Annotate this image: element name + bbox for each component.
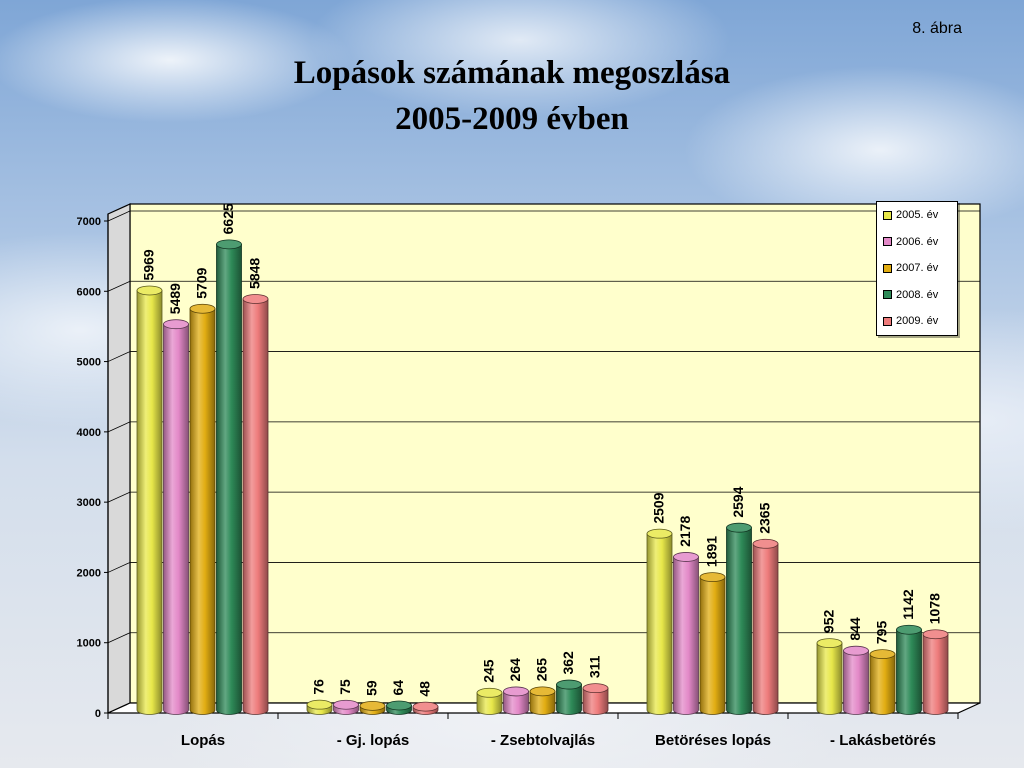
bar-top xyxy=(557,680,582,689)
legend-item xyxy=(883,235,938,249)
bar xyxy=(647,529,672,714)
data-label: 795 xyxy=(873,620,890,645)
bar-body xyxy=(923,634,948,714)
legend-label: 2006. év xyxy=(896,235,939,248)
data-label: 64 xyxy=(390,679,406,696)
legend-swatch xyxy=(883,237,892,246)
bar-top xyxy=(217,240,242,249)
data-label: 1078 xyxy=(926,593,943,625)
y-tick-label: 5000 xyxy=(76,356,101,369)
bar-top xyxy=(727,523,752,532)
data-label: 2594 xyxy=(730,486,746,518)
figure-label: 8. ábra xyxy=(912,20,962,37)
bar-top xyxy=(817,639,842,648)
legend-label: 2009. év xyxy=(896,315,939,327)
data-label: 264 xyxy=(507,658,523,682)
data-label: 2509 xyxy=(650,492,667,524)
bar xyxy=(583,684,608,715)
bar xyxy=(923,630,948,715)
bar-top xyxy=(307,700,332,709)
bar-body xyxy=(870,654,895,714)
bar-top xyxy=(243,294,268,303)
y-tick-label: 7000 xyxy=(76,216,101,228)
bar xyxy=(870,650,895,715)
bar xyxy=(164,320,189,715)
data-label: 5709 xyxy=(193,267,210,299)
x-axis xyxy=(108,713,958,749)
data-label: 245 xyxy=(480,659,497,683)
bar-top xyxy=(870,650,895,659)
legend-item xyxy=(883,208,938,222)
legend-swatch xyxy=(883,290,892,299)
legend-swatch xyxy=(883,264,892,273)
y-tick-label: 1000 xyxy=(76,637,101,650)
bar-body xyxy=(753,544,778,715)
bar xyxy=(530,687,555,715)
bar-body xyxy=(243,299,268,715)
data-label: 59 xyxy=(363,680,380,696)
data-label: 2365 xyxy=(756,502,773,534)
bar xyxy=(700,573,725,715)
data-label: 2178 xyxy=(677,515,693,547)
x-category-label: - Zsebtolvajlás xyxy=(490,732,596,749)
legend-item xyxy=(883,261,938,275)
bar-body xyxy=(674,557,699,715)
data-label: 5848 xyxy=(246,257,263,289)
bar xyxy=(844,646,869,714)
legend-swatch xyxy=(883,211,892,220)
bar xyxy=(557,680,582,714)
y-tick-label: 0 xyxy=(94,708,101,720)
data-label: 265 xyxy=(533,658,550,682)
y-tick-label: 3000 xyxy=(76,497,101,510)
chart-title-line-1: Lopások számának megoszlása xyxy=(293,55,731,91)
bar xyxy=(137,286,162,715)
legend-item xyxy=(883,314,938,328)
bar xyxy=(360,701,385,714)
bar-body xyxy=(700,577,725,714)
bar-top xyxy=(647,529,672,538)
bar xyxy=(217,240,242,715)
bar-body xyxy=(844,651,869,715)
bar-body xyxy=(817,643,842,714)
bar xyxy=(413,702,438,714)
data-label: 1142 xyxy=(900,589,916,620)
bar xyxy=(334,700,359,714)
bar-body xyxy=(897,630,922,715)
bar-top xyxy=(360,701,385,710)
bar xyxy=(307,700,332,714)
x-category-label: - Gj. lopás xyxy=(336,732,410,749)
data-label: 6625 xyxy=(220,203,236,235)
bar xyxy=(897,625,922,714)
data-label: 75 xyxy=(337,679,353,695)
bar-top xyxy=(504,687,529,696)
bar-body xyxy=(190,309,215,715)
data-label: 5969 xyxy=(140,249,157,281)
legend xyxy=(876,201,958,336)
legend-swatch xyxy=(883,317,892,326)
y-axis xyxy=(77,214,108,720)
legend-item xyxy=(883,288,938,302)
data-label: 48 xyxy=(416,681,433,697)
data-label: 5489 xyxy=(167,283,183,315)
bar-body xyxy=(137,290,162,714)
bar-top xyxy=(137,286,162,295)
x-category-label: - Lakásbetörés xyxy=(830,732,936,749)
bar xyxy=(727,523,752,714)
bar-top xyxy=(334,700,359,709)
bar xyxy=(190,304,215,714)
data-label: 76 xyxy=(310,679,327,695)
x-category-label: Lopás xyxy=(180,732,226,749)
bar-top xyxy=(387,701,412,710)
bar-body xyxy=(217,244,242,714)
data-label: 311 xyxy=(586,655,603,679)
bar-top xyxy=(477,688,502,697)
legend-label: 2005. év xyxy=(896,209,939,221)
bar xyxy=(243,294,268,714)
bar-body xyxy=(647,534,672,715)
data-label: 362 xyxy=(560,651,576,675)
bar-body xyxy=(164,324,189,714)
y-tick-label: 4000 xyxy=(76,426,101,439)
bar-top xyxy=(700,573,725,582)
bar-top xyxy=(844,646,869,655)
data-label: 844 xyxy=(847,617,863,641)
bar-top xyxy=(897,625,922,634)
bar xyxy=(753,539,778,714)
bar-top xyxy=(753,539,778,548)
bar xyxy=(674,552,699,714)
bar xyxy=(817,639,842,715)
bar-top xyxy=(190,304,215,313)
side-wall xyxy=(108,204,130,713)
data-label: 1891 xyxy=(703,535,720,568)
bar-top xyxy=(164,320,189,329)
bar-top xyxy=(530,687,555,696)
bar xyxy=(477,688,502,714)
legend-label: 2008. év xyxy=(896,288,939,301)
x-category-label: Betöréses lopás xyxy=(655,732,771,749)
legend-label: 2007. év xyxy=(896,262,939,274)
bar-top xyxy=(413,702,438,711)
data-label: 952 xyxy=(820,609,837,634)
y-tick-label: 2000 xyxy=(76,567,101,580)
bar-top xyxy=(583,684,608,693)
bar xyxy=(504,687,529,715)
chart-title-line-2: 2005-2009 évben xyxy=(395,101,629,137)
bar-top xyxy=(674,552,699,561)
bar-top xyxy=(923,630,948,639)
y-tick-label: 6000 xyxy=(76,286,101,299)
bar xyxy=(387,701,412,714)
bar-body xyxy=(727,528,752,715)
